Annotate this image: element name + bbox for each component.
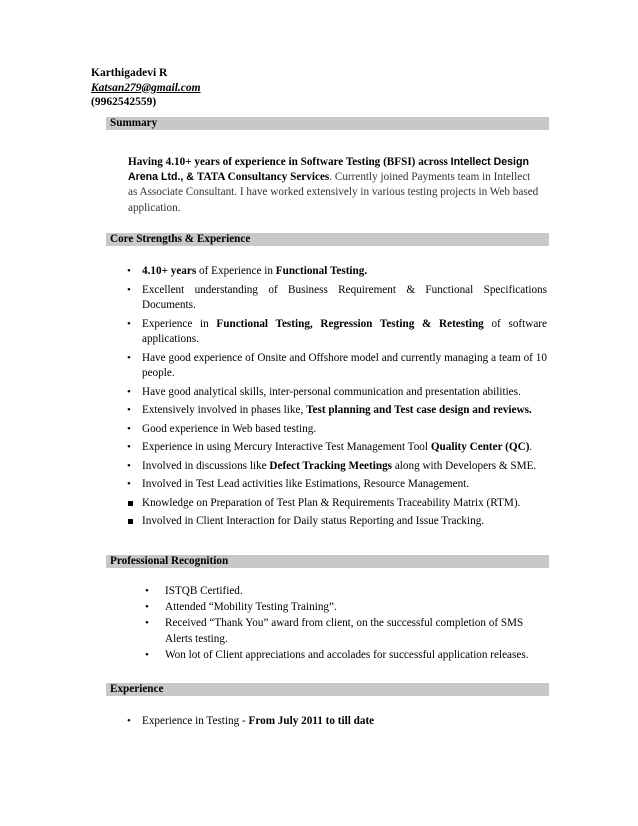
summary-paragraph	[128, 155, 542, 216]
summary-part-1: Having 4.10+ years of experience in Software Testing (BFSI) across	[128, 156, 451, 168]
square-bullet-icon	[128, 501, 133, 506]
list-item	[127, 496, 547, 512]
phone-number: (9962542559)	[91, 96, 157, 108]
item-text: along with Developers & SME.	[392, 459, 537, 472]
bullet-icon: •	[127, 478, 131, 490]
bullet-icon: •	[127, 715, 131, 727]
item-text: Extensively involved in phases like,	[142, 404, 307, 416]
summary-heading: Summary	[106, 117, 549, 130]
item-text: Won lot of Client appreciations and accolades for successful application releases.	[165, 648, 529, 661]
bullet-icon: •	[127, 404, 131, 416]
list-item	[127, 385, 547, 401]
item-text: Involved in Client Interaction for Daily status Reporting and Issue Tracking.	[142, 515, 485, 527]
item-text-bold: Functional Testing.	[275, 265, 368, 277]
item-text: Experience in	[142, 317, 217, 330]
item-text: Good experience in Web based testing.	[142, 422, 317, 435]
recognition-list	[145, 584, 545, 664]
candidate-name: Karthigadevi R	[91, 67, 168, 79]
bullet-icon: •	[127, 422, 131, 435]
experience-list	[127, 714, 547, 729]
bullet-icon: •	[145, 648, 149, 661]
list-item	[145, 584, 545, 599]
item-text: of software applications.	[142, 317, 547, 345]
list-item	[127, 422, 547, 438]
bullet-icon: •	[127, 283, 131, 296]
item-text: Knowledge on Preparation of Test Plan & Requirements Traceability Matrix (RTM).	[142, 496, 521, 509]
item-text-bold: 4.10+ years	[142, 265, 197, 277]
list-item	[127, 351, 547, 382]
list-item	[127, 317, 547, 348]
contact-header	[91, 66, 201, 110]
item-text: Involved in Test Lead activities like Estimations, Resource Management.	[142, 478, 470, 490]
recognition-heading: Professional Recognition	[106, 555, 549, 568]
item-text-bold: Quality Center (QC)	[430, 441, 530, 453]
item-text: of Experience in	[196, 265, 276, 277]
list-item	[127, 514, 547, 530]
item-text: Involved in discussions like	[142, 459, 270, 472]
summary-part-2: Intellect Design Arena Ltd., &	[128, 156, 529, 184]
item-text: Attended “Mobility Testing Training”.	[165, 601, 337, 614]
list-item	[145, 648, 545, 663]
list-item	[127, 283, 547, 314]
item-text: Experience in Testing -	[142, 715, 249, 727]
bullet-icon: •	[127, 385, 131, 398]
core-strengths-heading: Core Strengths & Experience	[106, 233, 549, 246]
list-item	[145, 600, 545, 615]
experience-heading: Experience	[106, 683, 549, 696]
item-text-bold: Functional Testing, Regression Testing & Retesting	[216, 317, 484, 330]
list-item	[145, 616, 545, 646]
item-text-bold: Test planning and Test case design and reviews.	[306, 404, 532, 416]
item-text: Received “Thank You” award from client, on the successful completion of SMS Alerts testing.	[165, 617, 524, 645]
bullet-icon: •	[145, 617, 149, 630]
core-strengths-list	[127, 264, 547, 533]
item-text: Have good analytical skills, inter-personal communication and presentation abilities.	[142, 385, 521, 398]
list-item	[127, 403, 547, 419]
list-item	[127, 477, 547, 493]
bullet-icon: •	[145, 601, 149, 614]
square-bullet-icon	[128, 519, 133, 524]
bullet-icon: •	[127, 459, 131, 472]
bullet-icon: •	[127, 441, 131, 453]
bullet-icon: •	[127, 351, 131, 364]
summary-part-4: . Currently joined Payments team in Intellect as Associate Consultant. I have worked extensively in various testing projects in Web based application.	[128, 171, 539, 214]
list-item	[127, 264, 547, 280]
item-text: Excellent understanding of Business Requirement & Functional Specifications Documents.	[142, 283, 547, 311]
item-text-bold: Defect Tracking Meetings	[269, 459, 393, 472]
list-item	[127, 459, 547, 475]
list-item	[127, 440, 547, 456]
bullet-icon: •	[145, 585, 149, 597]
summary-part-3: TATA Consultancy Services	[196, 171, 330, 184]
item-text: Have good experience of Onsite and Offshore model and currently managing a team of 10 people.	[142, 351, 547, 379]
item-text: .	[529, 441, 533, 453]
item-text-bold: From July 2011 to till date	[248, 715, 375, 727]
bullet-icon: •	[127, 317, 131, 330]
bullet-icon: •	[127, 265, 131, 277]
email-link[interactable]: Katsan279@gmail.com	[91, 81, 201, 94]
item-text: Experience in using Mercury Interactive Test Management Tool	[142, 441, 431, 453]
list-item	[127, 714, 547, 729]
item-text: ISTQB Certified.	[165, 585, 243, 597]
